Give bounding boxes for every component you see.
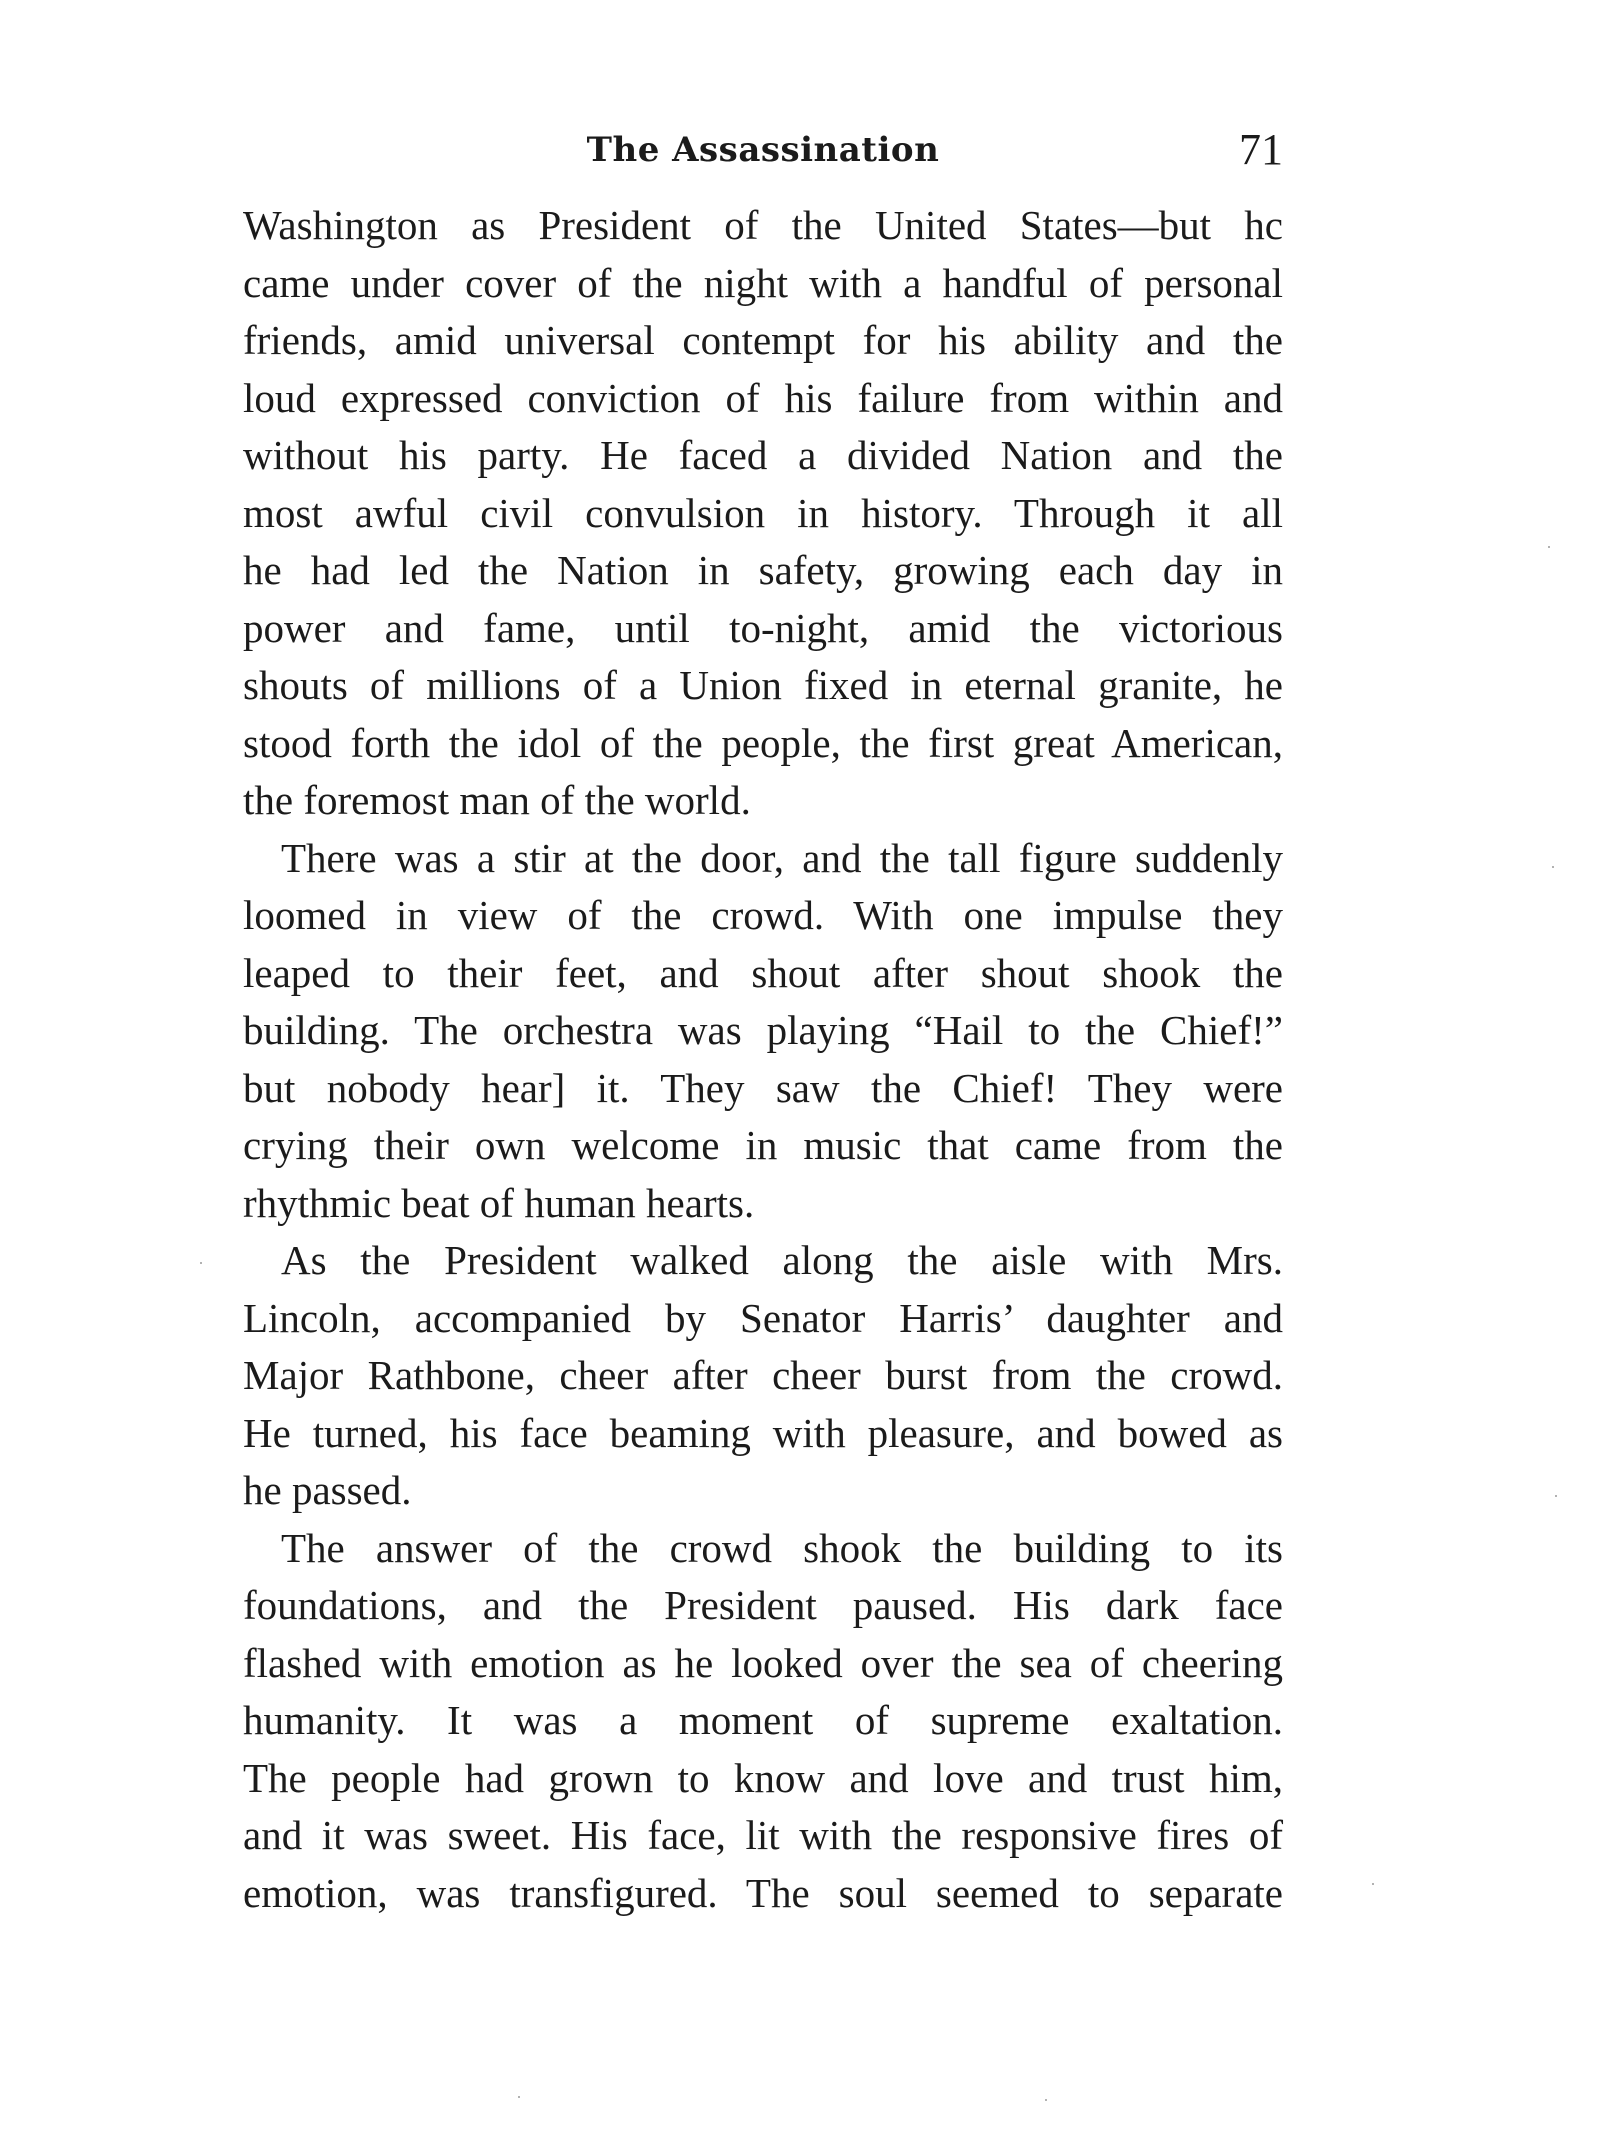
text-line: There was a stir at the door, and the tall figure suddenly <box>281 834 1283 881</box>
text-line: rhythmic beat of human hearts. <box>243 1179 755 1226</box>
text-line: the foremost man of the world. <box>243 777 751 823</box>
text-line: crying their own welcome in music that came from the <box>243 1122 1283 1168</box>
text-line: The answer of the crowd shook the building to its <box>281 1524 1283 1571</box>
text-line: As the President walked along the aisle with Mrs. <box>281 1237 1283 1283</box>
running-head <box>243 120 1283 180</box>
text-line: Washington as President of the United States—but hc <box>243 202 1283 248</box>
body-text <box>243 197 1283 1922</box>
text-line: He turned, his face beaming with pleasure, and bowed as <box>243 1409 1283 1456</box>
text-line: leaped to their feet, and shout after shout shook the <box>243 949 1283 996</box>
text-line: but nobody hear] it. They saw the Chief! They were <box>243 1064 1283 1111</box>
text-line: Lincoln, accompanied by Senator Harris’ daughter and <box>243 1294 1283 1341</box>
paper-speck <box>200 1262 202 1264</box>
text-line: he had led the Nation in safety, growing each day in <box>243 547 1283 593</box>
text-line: he passed. <box>243 1467 412 1513</box>
text-line: came under cover of the night with a handful of personal <box>243 259 1283 306</box>
text-line: Major Rathbone, cheer after cheer burst from the crowd. <box>243 1352 1283 1398</box>
text-line: foundations, and the President paused. His dark face <box>243 1582 1283 1628</box>
text-line: shouts of millions of a Union fixed in eternal granite, he <box>243 662 1283 708</box>
text-line: power and fame, until to-night, amid the victorious <box>243 604 1283 651</box>
paper-speck <box>1372 1883 1374 1885</box>
text-line: loud expressed conviction of his failure from within and <box>243 374 1283 421</box>
text-line: most awful civil convulsion in history. Through it all <box>243 489 1283 536</box>
page-number: 71 <box>1239 125 1283 174</box>
paper-speck <box>1045 2099 1047 2101</box>
paper-speck <box>1552 866 1554 868</box>
text-line: building. The orchestra was playing “Hail to the Chief!” <box>243 1007 1283 1053</box>
paper-speck <box>518 2096 520 2098</box>
text-line: without his party. He faced a divided Nation and the <box>243 432 1283 478</box>
text-line: stood forth the idol of the people, the first great American, <box>243 719 1283 766</box>
text-line: The people had grown to know and love and trust him, <box>243 1754 1283 1801</box>
text-line: emotion, was transfigured. The soul seemed to separate <box>243 1869 1283 1916</box>
paper-speck <box>1555 1495 1557 1497</box>
text-line: humanity. It was a moment of supreme exaltation. <box>243 1697 1283 1743</box>
chapter-title: The Assassination <box>586 130 940 170</box>
paper-speck <box>1548 546 1550 548</box>
text-line: and it was sweet. His face, lit with the responsive fires of <box>243 1812 1283 1858</box>
text-line: friends, amid universal contempt for his ability and the <box>243 317 1283 363</box>
text-line: loomed in view of the crowd. With one impulse they <box>243 892 1283 938</box>
text-line: flashed with emotion as he looked over the sea of cheering <box>243 1639 1283 1686</box>
